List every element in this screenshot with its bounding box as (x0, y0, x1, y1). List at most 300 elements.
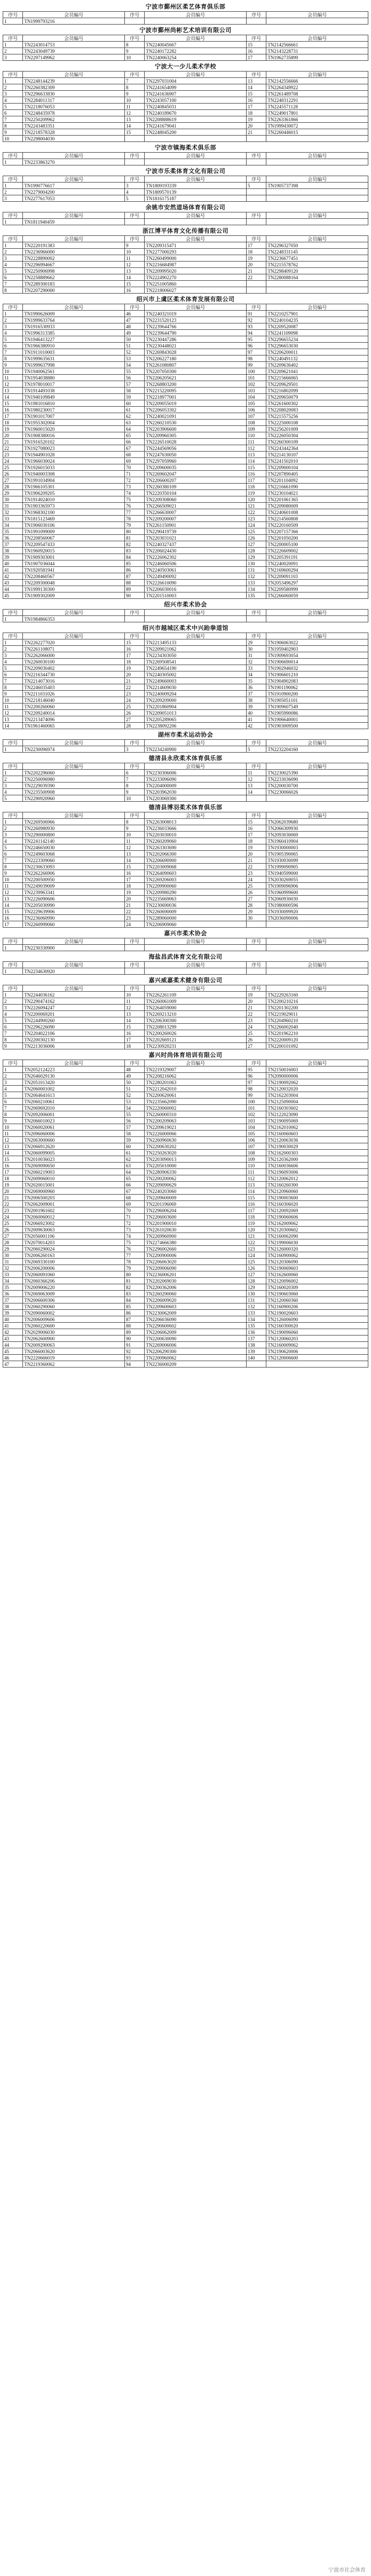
member-no-cell: TN1916530933 (23, 323, 125, 330)
seq-cell: 61 (124, 1150, 144, 1156)
table-row (3, 639, 368, 646)
table-row (3, 1214, 368, 1220)
member-no-cell: TN1999090905 (266, 864, 368, 870)
seq-cell: 110 (246, 1163, 266, 1169)
seq-cell (124, 18, 144, 25)
member-no-cell: TN2209619021 (145, 1124, 247, 1131)
table-row (3, 1099, 368, 1105)
club-title: 余姚市安然道场体育有限公司 (145, 204, 226, 211)
club-section (3, 296, 368, 599)
table-row (3, 129, 368, 136)
seq-cell: 39 (3, 1310, 23, 1316)
seq-cell: 17 (3, 413, 23, 420)
member-no-cell: TN2209308060 (145, 496, 247, 503)
member-no-cell: TN2069000960 (23, 1188, 125, 1195)
seq-cell: 18 (124, 883, 144, 889)
seq-cell: 56 (124, 1118, 144, 1124)
member-no-cell: TN2269602047 (145, 471, 247, 477)
member-no-cell: TN1999430072 (266, 123, 368, 129)
table-row (3, 902, 368, 908)
member-no-cell: TN2244569056 (145, 445, 247, 452)
seq-cell: 7 (3, 116, 23, 123)
table-row (3, 671, 368, 678)
seq-cell: 118 (246, 484, 266, 490)
member-no-cell: TN2235669063 (145, 896, 247, 902)
seq-cell: 7 (3, 1105, 23, 1111)
member-no-header: 会员编号 (145, 1060, 247, 1066)
table-row (3, 445, 368, 452)
member-no-cell: TN2052124223 (23, 1066, 125, 1073)
member-no-cell: TN1999635631 (23, 355, 125, 362)
seq-cell: 13 (124, 116, 144, 123)
member-table (3, 763, 368, 802)
header-row (3, 12, 368, 18)
member-no-cell: TN2209091103 (266, 573, 368, 580)
seq-cell: 66 (124, 439, 144, 445)
seq-cell: 84 (124, 554, 144, 560)
member-no-cell: TN2241109098 (266, 330, 368, 336)
seq-cell (246, 921, 266, 928)
seq-cell: 37 (3, 1297, 23, 1303)
member-no-cell: TN2206205621 (145, 375, 247, 381)
seq-header: 序号 (3, 304, 23, 311)
seq-cell: 52 (124, 349, 144, 355)
table-row (3, 336, 368, 343)
member-no-header: 会员编号 (23, 236, 125, 242)
member-no-cell: TN2269843028 (145, 349, 247, 355)
seq-cell: 62 (124, 413, 144, 420)
member-no-cell: TN2216661090 (266, 484, 368, 490)
seq-cell: 4 (3, 838, 23, 844)
table-row (3, 1092, 368, 1099)
member-no-cell: TN2160062090 (266, 1233, 368, 1239)
seq-cell: 26 (124, 710, 144, 716)
member-no-cell (266, 616, 368, 622)
seq-header: 序号 (124, 176, 144, 183)
seq-cell: 19 (246, 844, 266, 851)
seq-cell: 73 (124, 1227, 144, 1233)
member-no-cell: TN2006260163 (23, 1252, 125, 1259)
member-no-cell: TN2219029011 (266, 1011, 368, 1017)
member-no-cell: TN2201860904 (145, 704, 247, 710)
seq-cell: 38 (3, 1303, 23, 1310)
seq-cell: 13 (3, 1143, 23, 1150)
seq-cell: 3 (3, 832, 23, 838)
seq-cell: 90 (124, 1336, 144, 1342)
seq-cell (246, 195, 266, 202)
member-no-cell: TN2202296060 (23, 770, 125, 776)
seq-cell: 26 (246, 1037, 266, 1043)
member-no-header: 会员编号 (266, 153, 368, 159)
member-no-cell: TN2051013420 (23, 1079, 125, 1086)
seq-cell: 1 (3, 746, 23, 753)
watermark-text: 宁波市社会体育 (328, 2567, 366, 2573)
member-no-header: 会员编号 (23, 633, 125, 639)
member-no-cell: TN2277000293 (145, 249, 247, 255)
table-row (3, 1297, 368, 1303)
member-no-cell: TN1809193339 (145, 183, 247, 189)
seq-cell: 117 (246, 1207, 266, 1214)
seq-cell: 70 (124, 1207, 144, 1214)
member-no-header: 会员编号 (23, 212, 125, 219)
member-no-cell (266, 287, 368, 294)
seq-cell: 8 (124, 819, 144, 825)
member-no-cell: TN2290920960 (23, 795, 125, 802)
table-row (3, 42, 368, 48)
seq-cell: 5 (3, 104, 23, 110)
seq-cell: 11 (124, 838, 144, 844)
seq-cell: 59 (124, 1137, 144, 1143)
seq-cell: 47 (3, 1361, 23, 1368)
member-no-cell: TN2201104092 (266, 477, 368, 484)
member-no-cell: TN1906063022 (266, 639, 368, 646)
member-no-cell: TN2120032020 (266, 1086, 368, 1092)
member-no-cell: TN2248144239 (23, 78, 125, 84)
member-no-cell: TN2280201063 (145, 1079, 247, 1086)
seq-cell: 3 (3, 195, 23, 202)
header-row (3, 962, 368, 968)
seq-cell: 5 (3, 268, 23, 274)
member-no-cell: TN2230447286 (145, 336, 247, 343)
seq-cell: 126 (246, 1265, 266, 1271)
member-no-cell: TN2162010062 (266, 1124, 368, 1131)
table-row (3, 287, 368, 294)
table-row (3, 535, 368, 541)
seq-cell: 42 (3, 1329, 23, 1336)
club-title: 绍兴市上虞区柔术体育发展有限公司 (136, 296, 235, 303)
member-no-cell (145, 136, 247, 142)
seq-cell: 14 (246, 84, 266, 91)
seq-cell: 87 (124, 1316, 144, 1323)
member-no-cell: TN2236966000 (23, 249, 125, 255)
club-title: 嘉兴威嘉柔术健身有限公司 (148, 977, 223, 984)
member-no-cell: TN2216802099 (266, 388, 368, 394)
seq-cell: 51 (124, 1086, 144, 1092)
seq-cell: 85 (124, 560, 144, 567)
member-no-cell: TN2200210216 (266, 998, 368, 1005)
member-no-cell: TN2240203060 (145, 1188, 247, 1195)
seq-cell: 7 (124, 776, 144, 783)
member-no-cell: TN2120006600 (266, 1355, 368, 1361)
club-title: 湖州市柔术运动协会 (157, 732, 214, 738)
seq-cell: 23 (3, 452, 23, 458)
member-no-cell: TN2062009001 (23, 1201, 125, 1207)
seq-cell: 12 (124, 1005, 144, 1011)
member-no-cell: TN2230633093 (23, 864, 125, 870)
member-no-cell: TN2162203004 (266, 1092, 368, 1099)
member-no-cell: TN2240063254 (145, 54, 247, 61)
seq-cell: 14 (3, 902, 23, 908)
seq-cell: 112 (246, 1175, 266, 1182)
seq-cell: 52 (124, 1092, 144, 1099)
member-no-cell: TN2069090650 (23, 1163, 125, 1169)
seq-cell: 1 (3, 1066, 23, 1073)
table-row (3, 1291, 368, 1297)
member-no-cell: TN1990626009 (23, 311, 125, 317)
seq-cell: 120 (246, 1227, 266, 1233)
seq-cell: 8 (3, 1111, 23, 1118)
member-no-cell (145, 945, 247, 951)
club-section (3, 804, 368, 928)
member-no-cell: TN2260960630 (145, 1137, 247, 1143)
member-no-cell: TN2240189670 (145, 110, 247, 116)
member-no-cell: TN2160060603 (266, 1131, 368, 1137)
member-no-cell: TN2296327050 (266, 242, 368, 249)
seq-cell: 18 (124, 659, 144, 665)
seq-cell: 3 (3, 783, 23, 789)
table-row (3, 490, 368, 496)
seq-cell: 81 (124, 1278, 144, 1284)
member-no-cell: TN2240845031 (145, 104, 247, 110)
member-no-cell: TN2020015001 (23, 1182, 125, 1188)
table-row (3, 183, 368, 189)
seq-cell: 7 (3, 349, 23, 355)
member-no-cell: TN2215220095 (145, 388, 247, 394)
member-no-cell: TN2120960060 (266, 1188, 368, 1195)
member-no-cell: TN2298409120 (266, 268, 368, 274)
seq-cell: 22 (246, 864, 266, 870)
table-row (3, 1005, 368, 1011)
member-no-cell: TN1962735899 (266, 54, 368, 61)
seq-cell: 19 (246, 116, 266, 123)
member-no-cell: TN2260300109 (266, 439, 368, 445)
seq-cell: 83 (124, 1291, 144, 1297)
seq-cell: 80 (124, 1271, 144, 1278)
seq-cell: 31 (3, 1259, 23, 1265)
seq-cell: 1 (3, 42, 23, 48)
seq-cell: 23 (3, 1207, 23, 1214)
club-title: 德清县博羽柔术体育俱乐部 (148, 804, 223, 811)
table-row (3, 586, 368, 592)
member-no-cell: TN2201510003 (145, 592, 247, 599)
club-section (3, 930, 368, 951)
member-no-cell (145, 968, 247, 975)
member-no-cell: TN2263361866 (266, 116, 368, 123)
seq-header: 序号 (3, 1060, 23, 1066)
seq-cell: 6 (124, 770, 144, 776)
header-row (3, 35, 368, 42)
seq-cell: 34 (3, 522, 23, 528)
member-no-cell: TN2206227180 (145, 355, 247, 362)
member-no-cell: TN2069063009 (23, 1291, 125, 1297)
member-no-cell: TN2290600602 (145, 1323, 247, 1329)
member-no-cell: TN2229263160 (266, 992, 368, 998)
table-row (3, 548, 368, 554)
seq-cell: 109 (246, 1156, 266, 1163)
member-no-cell: TN2261150901 (145, 522, 247, 528)
table-row (3, 1259, 368, 1265)
member-no-cell: TN2260999060 (23, 921, 125, 928)
member-no-cell: TN2143228731 (266, 48, 368, 54)
member-no-cell: TN2240021091 (145, 413, 247, 420)
seq-cell: 29 (3, 1246, 23, 1252)
member-no-cell: TN2226090606 (23, 896, 125, 902)
member-no-header: 会员编号 (145, 610, 247, 616)
seq-header: 序号 (246, 740, 266, 746)
member-no-cell: TN2142566661 (266, 42, 368, 48)
member-no-cell: TN2223309060 (23, 857, 125, 864)
table-row (3, 1278, 368, 1284)
member-no-cell: TN2261020630 (145, 1227, 247, 1233)
table-row (3, 870, 368, 876)
seq-cell: 65 (124, 432, 144, 439)
seq-cell: 127 (246, 1271, 266, 1278)
seq-cell: 102 (246, 381, 266, 388)
seq-cell: 9 (3, 1118, 23, 1124)
seq-cell: 5 (246, 183, 266, 189)
club-section (3, 977, 368, 1049)
member-no-cell: TN2256201009 (266, 426, 368, 432)
seq-cell: 60 (124, 400, 144, 407)
member-table (3, 609, 368, 622)
member-no-cell: TN2206024430 (145, 548, 247, 554)
seq-cell: 6 (3, 110, 23, 116)
member-no-header: 会员编号 (266, 962, 368, 968)
member-no-cell: TN2218146040 (23, 697, 125, 704)
seq-cell: 50 (124, 1079, 144, 1086)
seq-cell: 10 (3, 1124, 23, 1131)
table-row (3, 503, 368, 509)
seq-cell: 40 (3, 560, 23, 567)
seq-cell: 36 (3, 535, 23, 541)
seq-cell: 10 (124, 795, 144, 802)
member-no-cell: TN2250209962 (23, 116, 125, 123)
seq-cell (246, 159, 266, 165)
table-row (3, 317, 368, 323)
header-row (3, 153, 368, 159)
member-no-cell: TN1909096906 (266, 883, 368, 889)
member-no-cell: TN2230306006 (145, 770, 247, 776)
member-no-cell: TN2207290000 (23, 287, 125, 294)
member-no-cell: TN2249490092 (145, 573, 247, 580)
seq-cell: 29 (246, 908, 266, 915)
seq-cell: 72 (124, 477, 144, 484)
member-no-cell: TN2262261109 (145, 992, 247, 998)
club-section (3, 63, 368, 142)
member-no-header: 会员编号 (23, 12, 125, 18)
seq-cell: 11 (124, 255, 144, 262)
seq-cell: 6 (3, 274, 23, 281)
table-row (3, 883, 368, 889)
seq-cell (124, 159, 144, 165)
member-no-cell: TN2150016003 (266, 1066, 368, 1073)
seq-cell: 51 (124, 343, 144, 349)
seq-cell: 14 (124, 1017, 144, 1024)
seq-cell: 111 (246, 1169, 266, 1175)
table-row (3, 838, 368, 844)
member-no-header: 会员编号 (23, 763, 125, 770)
member-no-cell: TN1966105301 (23, 484, 125, 490)
member-no-cell: TN2208560067 (23, 535, 125, 541)
seq-header: 序号 (246, 72, 266, 78)
member-no-cell: TN2053496297 (266, 580, 368, 586)
table-row (3, 136, 368, 142)
member-no-cell: TN2006200006 (23, 1265, 125, 1271)
seq-cell: 118 (246, 1214, 266, 1220)
member-no-cell: TN2230920231 (145, 1043, 247, 1049)
member-no-cell: TN2060366206 (23, 1278, 125, 1284)
member-no-header: 会员编号 (266, 212, 368, 219)
member-no-cell: TN2241679041 (145, 123, 247, 129)
table-row (3, 516, 368, 522)
table-row (3, 268, 368, 274)
seq-cell: 3 (3, 323, 23, 330)
seq-cell: 126 (246, 535, 266, 541)
member-no-cell: TN2232204160 (266, 746, 368, 753)
member-no-cell: TN1961460065 (23, 723, 125, 729)
member-no-cell: TN2243483351 (23, 123, 125, 129)
seq-cell: 70 (124, 464, 144, 471)
member-no-cell: TN2235662090 (145, 1099, 247, 1105)
member-no-cell: TN2206300300 (145, 1017, 247, 1024)
member-no-cell: TN2296633830 (23, 91, 125, 97)
table-row (3, 1316, 368, 1323)
member-no-cell: TN1960410904 (266, 838, 368, 844)
member-no-cell: TN2203030010 (145, 832, 247, 838)
member-no-cell: TN2120063036 (266, 1137, 368, 1143)
seq-cell: 17 (3, 921, 23, 928)
member-no-header: 会员编号 (266, 740, 368, 746)
table-row (3, 84, 368, 91)
seq-cell: 116 (246, 471, 266, 477)
header-row (3, 740, 368, 746)
member-no-cell: TN2208216062 (145, 1073, 247, 1079)
member-no-cell: TN2213495133 (145, 639, 247, 646)
seq-cell: 14 (3, 723, 23, 729)
table-row (3, 1239, 368, 1246)
seq-cell: 97 (246, 349, 266, 355)
member-no-cell: TN2241636907 (145, 91, 247, 97)
member-no-cell: TN2206003600 (145, 1214, 247, 1220)
member-no-cell: TN2239644766 (145, 323, 247, 330)
seq-cell: 15 (3, 1156, 23, 1163)
member-no-cell: TN2251005860 (145, 281, 247, 287)
member-no-cell: TN1930099920 (266, 908, 368, 915)
seq-cell: 16 (246, 97, 266, 104)
table-row (3, 1220, 368, 1227)
seq-cell: 31 (3, 503, 23, 509)
seq-cell: 27 (3, 1233, 23, 1239)
seq-cell: 18 (3, 420, 23, 426)
seq-cell: 33 (246, 665, 266, 671)
seq-cell: 58 (124, 388, 144, 394)
seq-cell: 12 (3, 889, 23, 896)
seq-cell (246, 616, 266, 622)
member-no-cell: TN2209600035 (145, 464, 247, 471)
member-no-cell: TN2269213210 (145, 1011, 247, 1017)
seq-cell: 41 (3, 1323, 23, 1329)
seq-cell: 12 (3, 1137, 23, 1143)
seq-cell: 120 (246, 496, 266, 503)
seq-cell: 49 (124, 330, 144, 336)
seq-cell: 125 (246, 1259, 266, 1265)
seq-header: 序号 (124, 985, 144, 992)
member-no-cell: TN2200900006 (145, 1252, 247, 1259)
member-no-cell: TN1906209205 (23, 490, 125, 496)
seq-header: 序号 (124, 763, 144, 770)
member-no-cell: TN2208020083 (266, 407, 368, 413)
seq-cell: 101 (246, 1105, 266, 1111)
member-no-header: 会员编号 (23, 72, 125, 78)
seq-cell: 5 (3, 1092, 23, 1099)
seq-cell: 79 (124, 522, 144, 528)
seq-cell: 4 (3, 97, 23, 104)
table-row (3, 1252, 368, 1259)
seq-cell: 1 (3, 616, 23, 622)
seq-cell: 24 (124, 697, 144, 704)
seq-cell: 25 (246, 883, 266, 889)
member-no-cell: TN2239644790 (145, 330, 247, 336)
